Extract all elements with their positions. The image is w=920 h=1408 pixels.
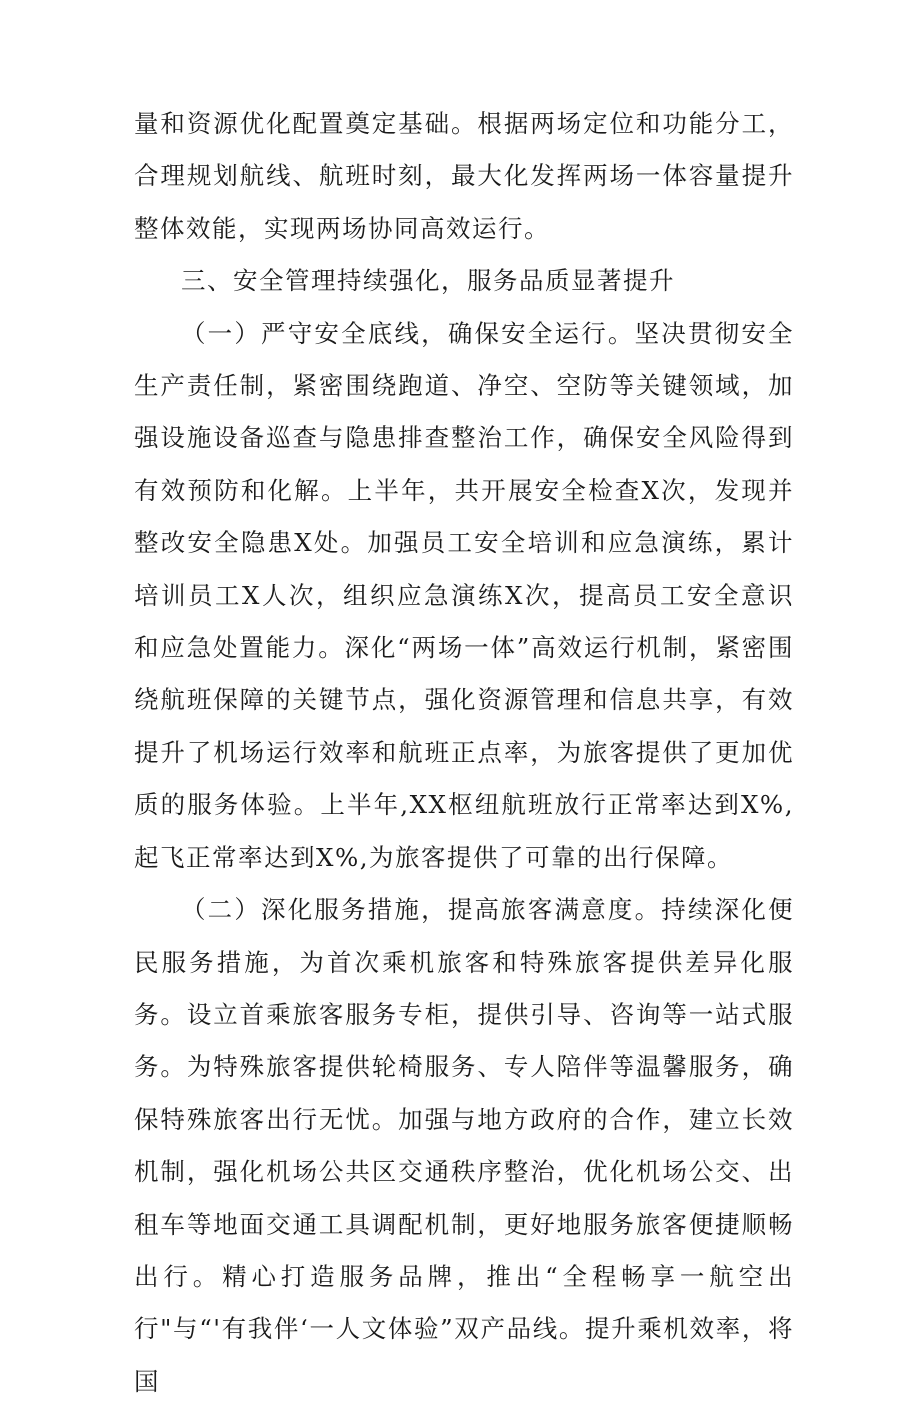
paragraph-continuation: 量和资源优化配置奠定基础。根据两场定位和功能分工，合理规划航线、航班时刻，最大化发挥两场一体容量提升整体效能，实现两场协同高效运行。 — [134, 109, 794, 243]
paragraph-service: （二）深化服务措施，提高旅客满意度。持续深化便民服务措施，为首次乘机旅客和特殊旅客提供差异化服务。设立首乘旅客服务专柜，提供引导、咨询等一站式服务。为特殊旅客提供轮椅服务、专人陪伴等温馨服务，确保特殊旅客出行无忧。加强与地方政府的合作，建立长效机制，强化机场公共区交通秩序整治，优化机场公交、出租车等地面交通工具调配机制，更好地服务旅客便捷顺畅出行。精心打造服务品牌，推出“全程畅享一航空出行"与“'有我伴‘一人文体验”双产品线。提升乘机效率，将国 — [134, 895, 794, 1396]
paragraph-safety: （一）严守安全底线，确保安全运行。坚决贯彻安全生产责任制，紧密围绕跑道、净空、空防等关键领域，加强设施设备巡查与隐患排查整治工作，确保安全风险得到有效预防和化解。上半年，共开展安全检查X次，发现并整改安全隐患X处。加强员工安全培训和应急演练，累计培训员工X人次，组织应急演练X次，提高员工安全意识和应急处置能力。深化“两场一体”高效运行机制，紧密围绕航班保障的关键节点，强化资源管理和信息共享，有效提升了机场运行效率和航班正点率，为旅客提供了更加优质的服务体验。上半年,XX枢纽航班放行正常率达到X%,起飞正常率达到X%,为旅客提供了可靠的出行保障。 — [134, 318, 794, 872]
document-body — [134, 98, 794, 1408]
section-heading: 三、安全管理持续强化，服务品质显著提升 — [181, 266, 675, 296]
